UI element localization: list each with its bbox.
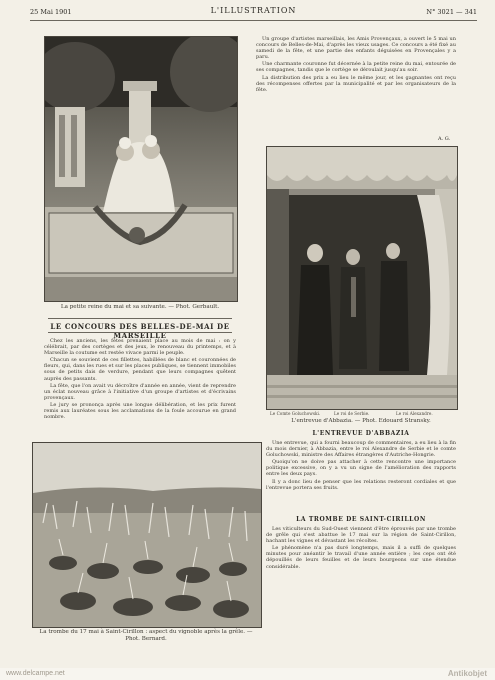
paragraph: Chacun se souvient de ces fillettes, habillées de blanc et couronnées de fleurs, qui, dans les rues et sur les places publiques, se tiennent immobiles sous de petits dais de verdure, pendant que leurs compagnes quêtent auprès des passants. xyxy=(44,357,236,382)
photo-abbazia-label-1: Le Comte Goluchowski. xyxy=(270,411,321,416)
paragraph: Chez les anciens, les fêtes prenaient place au mois de mai : on y célébrait, par des cortèges et des jeux, le renouveau du printemps, et à Marseille la coutume est restée vivace parmi le peuple. xyxy=(44,338,236,357)
caption-text: L'entrevue d'Abbazia. xyxy=(291,418,353,424)
paragraph: La fête, que l'on avait vu décroître d'année en année, vient de reprendre un éclat nouveau grâce à l'initiative d'un groupe d'artistes et d'écrivains provençaux. xyxy=(44,382,236,401)
paragraph: Les viticulteurs du Sud-Ouest viennent d'être éprouvés par une trombe de grêle qui s'est abattue le 17 mai sur la région de Saint-Cirillon, hachant les vignes et dévastant les récoltes. xyxy=(266,526,456,545)
paragraph: La distribution des prix a eu lieu le même jour, et les gagnantes ont reçu des récompenses offertes par la municipalité et par les organisateurs de la fête. xyxy=(256,74,456,93)
header-date: 25 Mai 1901 xyxy=(30,8,72,16)
paragraph: Une charmante couronne fut décernée à la petite reine du mai, entourée de ses compagnes, tandis que le cortège se déroulait jusqu'au soir. xyxy=(256,61,456,74)
photo-abbazia-caption: L'entrevue d'Abbazia. — Phot. Edouard Stransky. xyxy=(291,418,431,424)
section-title-trombe: LA TROMBE DE SAINT-CIRILLON xyxy=(296,516,426,523)
article-right-top-body xyxy=(256,36,456,136)
caption-text: La trombe du 17 mai à Saint-Cirillon : aspect du vignoble après la grêle. xyxy=(39,629,246,635)
section-title-abbazia: L'ENTREVUE D'ABBAZIA xyxy=(312,430,410,437)
section-rule xyxy=(48,318,232,319)
header-page-number: N° 3021 — 341 xyxy=(426,8,477,16)
caption-credit: Phot. Gerbault. xyxy=(175,304,220,310)
article-trombe-body xyxy=(266,526,456,626)
paragraph: Il y a donc lieu de penser que les relations resteront cordiales et que l'entrevue portera ses fruits. xyxy=(266,478,456,491)
photo-abbazia-label-2: Le roi de Serbie. xyxy=(334,411,370,416)
photo-vineyard-caption: La trombe du 17 mai à Saint-Cirillon : aspect du vignoble après la grêle. — Phot. Bernard. xyxy=(39,629,253,642)
caption-credit: Phot. Edouard Stransky. xyxy=(362,418,431,424)
paragraph: Un groupe d'artistes marseillais, les Amis Provençaux, a ouvert le 5 mai un concours de Belles-de-Mai, d'après les vieux usages. Ce concours a été fixé au samedi de la fête, et une partie des enfants déguisées en Provençales y a paru. xyxy=(256,36,456,61)
photo-may-queen-caption: La petite reine du mai et sa suivante. — Phot. Gerbault. xyxy=(60,304,220,310)
article-belles-de-mai-body xyxy=(44,338,236,434)
paragraph: Quoiqu'on ne doive pas attacher à cette rencontre une importance politique excessive, on y a vu un signe de l'amélioration des rapports entre les deux pays. xyxy=(266,459,456,478)
photo-may-queen xyxy=(44,36,238,302)
caption-text: La petite reine du mai et sa suivante. xyxy=(60,304,167,310)
page-footer xyxy=(0,668,495,680)
section-rule xyxy=(48,332,232,333)
article-signature: A. G. xyxy=(438,136,451,142)
section-title-belles-de-mai: LE CONCOURS DES BELLES-DE-MAI DE MARSEILLE xyxy=(50,322,230,340)
photo-abbazia xyxy=(266,146,458,410)
footer-watermark: Antikobjet xyxy=(447,669,487,678)
photo-vineyard-hail xyxy=(32,442,262,628)
header-journal-title: L'ILLUSTRATION xyxy=(210,6,297,15)
paragraph: Le phénomène n'a pas duré longtemps, mais il a suffi de quelques minutes pour anéantir le travail d'une année entière ; les ceps ont été dépouillés de leurs feuilles et de leurs bourgeons sur une étendue considérable. xyxy=(266,545,456,570)
paragraph: Le jury se prononça après une longue délibération, et les prix furent remis aux lauréates sous les acclamations de la foule accourue en grand nombre. xyxy=(44,401,236,421)
page-header xyxy=(30,6,477,21)
article-abbazia-body xyxy=(266,440,456,512)
caption-credit: Phot. Bernard. xyxy=(125,636,167,642)
photo-abbazia-label-3: Le roi Alexandre. xyxy=(396,411,433,416)
footer-site[interactable]: www.delcampe.net xyxy=(6,670,65,677)
paragraph: Une entrevue, qui a fourni beaucoup de commentaires, a eu lieu à la fin du mois dernier, à Abbazia, entre le roi Alexandre de Serbie et le comte Goluchowski, ministre des Affaires étrangères d'Autriche-Hongrie. xyxy=(266,440,456,459)
